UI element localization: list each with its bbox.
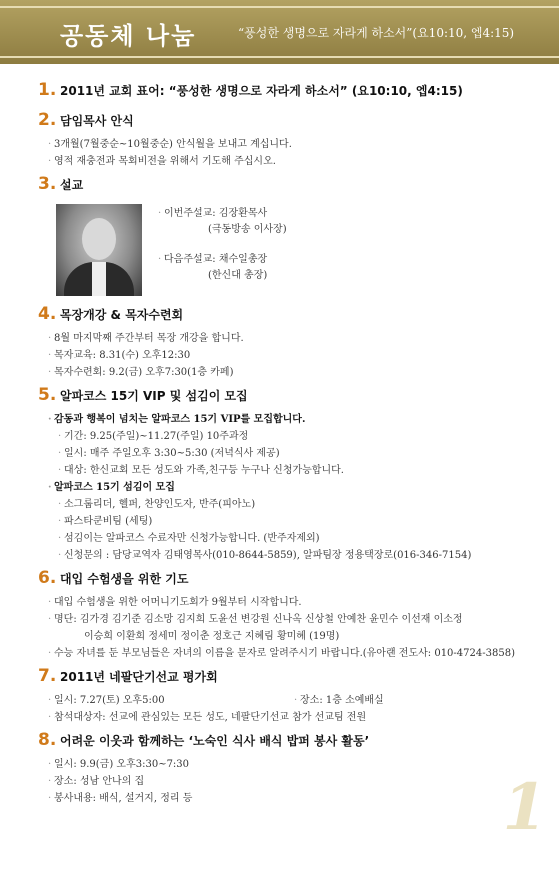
- list-item: · 봉사내용: 배식, 설거지, 정리 등: [38, 790, 544, 807]
- page-subtitle: “풍성한 생명으로 자라게 하소서”(요10:10, 엡4:15): [238, 26, 515, 40]
- sermon-block: [38, 204, 544, 296]
- speaker-list: [148, 204, 287, 296]
- list-item: · 섬김이는 알파코스 수료자만 신청가능합니다. (반주자제외): [38, 530, 544, 547]
- list-item: · 신청문의 : 담당교역자 김태영목사(010-8644-5859), 알파팀장 정용택장로(016-346-7154): [38, 547, 544, 564]
- section-number: 4.: [38, 304, 57, 324]
- section-title: 2011년 교회 표어: “풍성한 생명으로 자라게 하소서” (요10:10, 엡4:15): [60, 84, 463, 98]
- section-4: [38, 304, 544, 381]
- list-item: · 대입 수험생을 위한 어머니기도회가 9월부터 시작합니다.: [38, 594, 544, 611]
- list-item: · 일시: 9.9(금) 오후3:30~7:30: [38, 756, 544, 773]
- section-number: 6.: [38, 568, 57, 588]
- section-number: 8.: [38, 730, 57, 750]
- section-title: 목장개강 & 목자수련회: [60, 308, 184, 322]
- event-place: · 장소: 1층 소예배실: [284, 692, 530, 709]
- section-title: 설교: [60, 178, 84, 192]
- list-item: · 소그룹리더, 헬퍼, 찬양인도자, 반주(피아노): [38, 496, 544, 513]
- list-item: · 3개월(7월중순~10월중순) 안식월을 보내고 계십니다.: [38, 136, 544, 153]
- next-speaker-title: (한신대 총장): [208, 270, 268, 281]
- section-1: [38, 80, 544, 106]
- section-5: [38, 385, 544, 564]
- section-title: 대입 수험생을 위한 기도: [60, 572, 189, 586]
- list-item: · 영적 재충전과 목회비전을 위해서 기도해 주십시오.: [38, 153, 544, 170]
- next-speaker: · 다음주설교: 채수일총장: [148, 252, 287, 268]
- section-title: 알파코스 15기 VIP 및 섬김이 모집: [60, 389, 248, 403]
- section-title: 담임목사 안식: [60, 114, 134, 128]
- section-number: 1.: [38, 80, 57, 100]
- event-date: · 일시: 7.27(토) 오후5:00: [38, 692, 284, 709]
- header-stripe-top: [0, 6, 559, 8]
- section-2: [38, 110, 544, 170]
- section-6: [38, 568, 544, 662]
- list-item: · 기간: 9.25(주일)~11.27(주일) 10주과정: [38, 428, 544, 445]
- list-item: · 목자수련회: 9.2(금) 오후7:30(1층 카페): [38, 364, 544, 381]
- section-number: 5.: [38, 385, 57, 405]
- list-item: · 목자교육: 8.31(수) 오후12:30: [38, 347, 544, 364]
- header-banner: [0, 0, 559, 64]
- section-title: 2011년 네팔단기선교 평가회: [60, 670, 218, 684]
- student-names: · 명단: 김가경 김기준 김소망 김지희 도윤선 변강원 신나옥 신상철 안예찬 윤민수 이선재 이소정: [38, 611, 544, 628]
- list-item: · 8월 마지막째 주간부터 목장 개강을 합니다.: [38, 330, 544, 347]
- event-target: · 참석대상자: 선교에 관심있는 모든 성도, 네팔단기선교 참가 선교팀 전원: [38, 709, 544, 726]
- page-title: 공동체 나눔: [60, 22, 197, 50]
- header-stripe-bottom: [0, 56, 559, 58]
- list-item: · 파스타쿤비팀 (세팅): [38, 513, 544, 530]
- list-item: · 대상: 한신교회 모든 성도와 가족,친구등 누구나 신청가능합니다.: [38, 462, 544, 479]
- section-number: 2.: [38, 110, 57, 130]
- list-item: · 장소: 성남 안나의 집: [38, 773, 544, 790]
- speaker-photo: [56, 204, 142, 296]
- list-item: · 일시: 매주 주일오후 3:30~5:30 (저녁식사 제공): [38, 445, 544, 462]
- section-title: 어려운 이웃과 함께하는 ‘노숙인 식사 배식 밥퍼 봉사 활동’: [60, 734, 370, 748]
- section-number: 7.: [38, 666, 57, 686]
- announcement-list: [38, 80, 544, 811]
- section-7: [38, 666, 544, 726]
- section-8: [38, 730, 544, 807]
- list-item: · 수능 자녀를 둔 부모님들은 자녀의 이름을 문자로 알려주시기 바랍니다.(유아랜 전도사: 010-4724-3858): [38, 645, 544, 662]
- section-3: [38, 174, 544, 296]
- section-number: 3.: [38, 174, 57, 194]
- alpha-helper-lead: · 알파코스 15기 섬김이 모집: [38, 479, 544, 496]
- current-speaker: · 이번주설교: 김장환목사: [148, 206, 287, 222]
- alpha-vip-lead: · 감동과 행복이 넘치는 알파코스 15기 VIP를 모집합니다.: [38, 411, 544, 428]
- current-speaker-title: (극동방송 이사장): [208, 224, 287, 235]
- student-names-continued: 이승희 이환희 정세미 정이춘 정호근 지혜림 황미혜 (19명): [84, 631, 340, 642]
- page-number: 1: [502, 770, 547, 845]
